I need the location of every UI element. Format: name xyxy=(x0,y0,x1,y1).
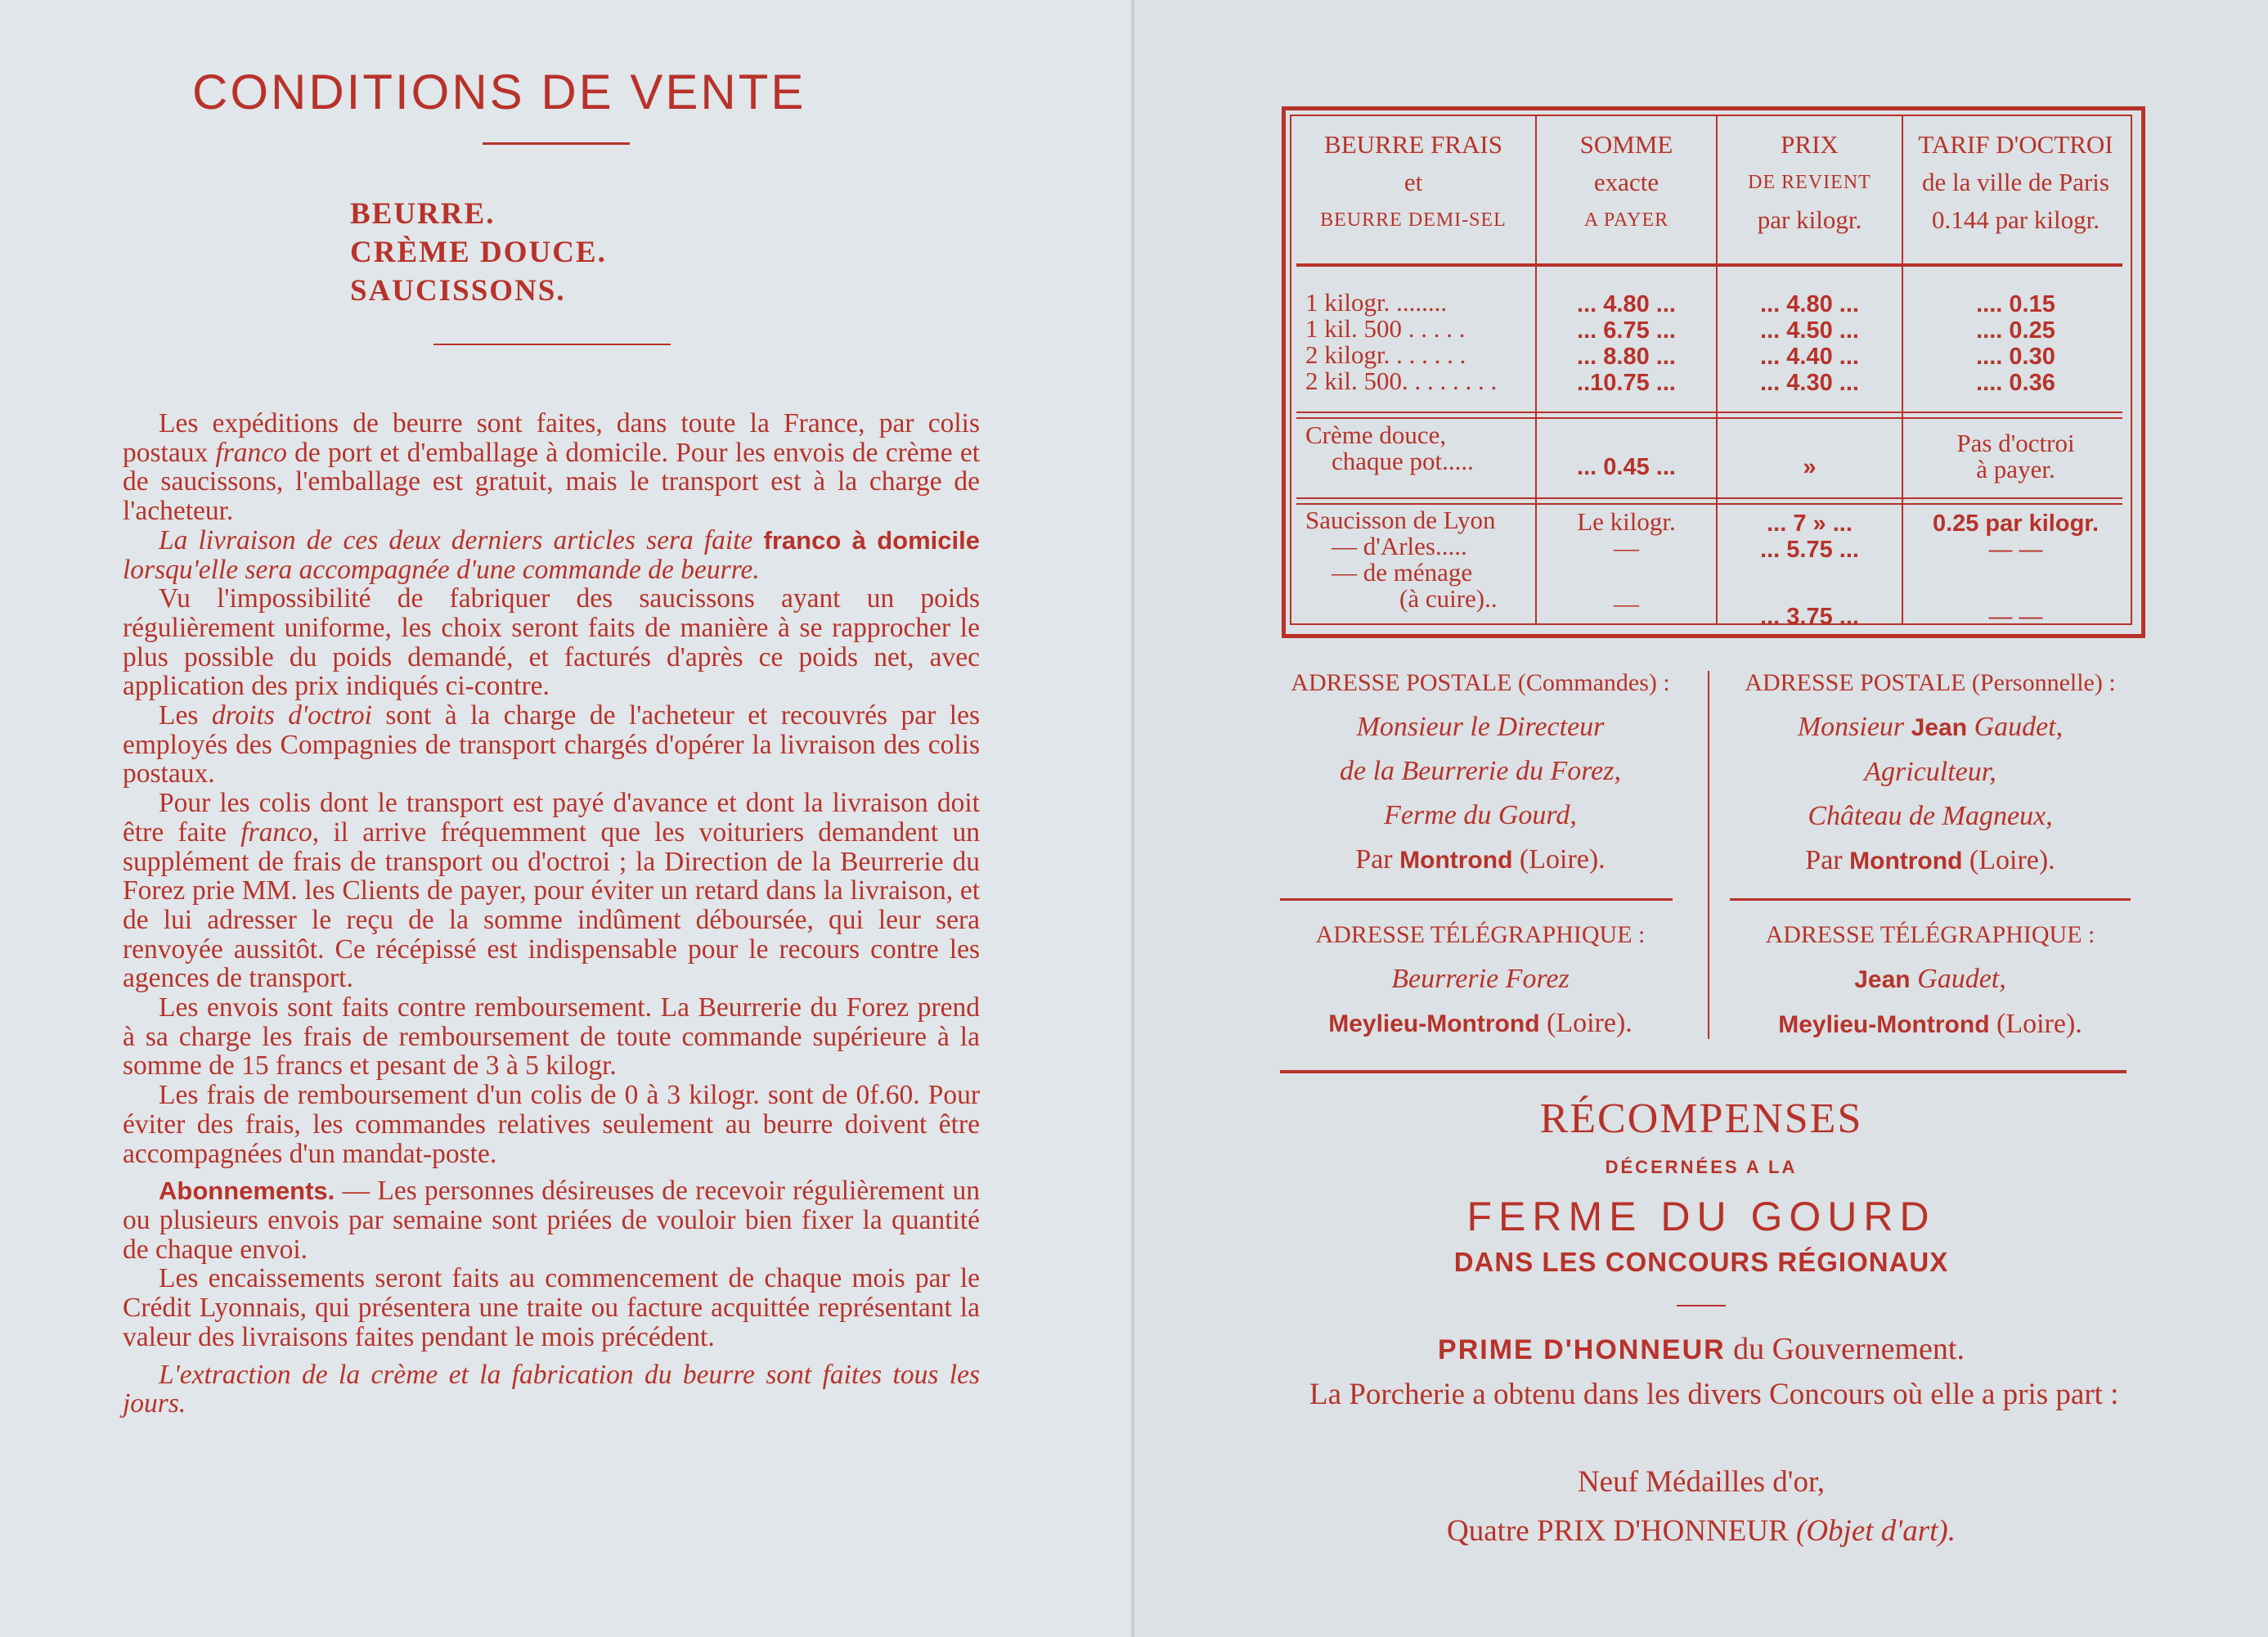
contests-label: DANS LES CONCOURS RÉGIONAUX xyxy=(1453,1247,1949,1277)
butter-prix: ... 4.80 ... ... 4.50 ... ... 4.40 ... ... 4.30 ... xyxy=(1760,291,1859,396)
header-beurre: BEURRE FRAIS et BEURRE DEMI-SEL xyxy=(1320,130,1507,231)
page-title: CONDITIONS DE VENTE xyxy=(192,65,806,119)
paragraph-delivery: La livraison de ces deux derniers articles sera faite franco à domicile lorsqu'elle sera accompagnée d'une commande de beurre. xyxy=(123,524,980,585)
category-creme: CRÈME DOUCE. xyxy=(350,236,607,269)
title-rule xyxy=(483,142,630,145)
page-fold xyxy=(1131,0,1134,1637)
awards-rule xyxy=(1677,1305,1726,1306)
postal-address-personal: ADRESSE POSTALE (Personnelle) : Monsieur Jean Gaudet, Agriculteur, Château de Magneux, Par Montrond (Loire). xyxy=(1745,669,2116,875)
postal-address-orders: ADRESSE POSTALE (Commandes) : Monsieur le Directeur de la Beurrerie du Forez, Ferme du Gourd, Par Montrond (Loire). xyxy=(1291,669,1670,875)
header-octroi: TARIF D'OCTROI de la ville de Paris 0.144 par kilogr. xyxy=(1918,130,2113,234)
category-saucissons: SAUCISSONS. xyxy=(350,274,566,308)
table-header-rule xyxy=(1296,263,2122,267)
prix-honneur-line: Quatre PRIX D'HONNEUR (Objet d'art). xyxy=(1447,1514,1956,1548)
table-row-rule xyxy=(1296,503,2122,505)
paragraph-franco: Pour les colis dont le transport est payé d'avance et dont la livraison doit être faite franco, il arrive fréquemment que les voituriers demandent un supplément de frais de transport ou d'octroi ; la Direction de la Beurrerie du Forez prie MM. les Clients de payer, pour éviter un retard dans la livraison, et de lui adresser le reçu de la somme indûment déboursée, qui leur sera renvoyée aussitôt. Ce récépissé est indispensable pour le recours contre les agences de transport. xyxy=(123,788,980,994)
paragraph-encaissements: Les encaissements seront faits au commencement de chaque mois par le Crédit Lyonnais, qui présentera une traite ou facture acquittée représentant la valeur des livraisons faites pendant le mois précédent. xyxy=(123,1263,980,1352)
table-row-rule xyxy=(1296,497,2122,499)
table-row-rule xyxy=(1296,417,2122,419)
paragraph-remboursement: Les envois sont faits contre remboursement. La Beurrerie du Forez prend à sa charge les frais de remboursement de toute commande supérieure à la somme de 15 francs et pesant de 3 à 5 kilogr. xyxy=(123,992,980,1082)
butter-quantities: 1 kilogr. ........ 1 kil. 500 . . . . . 2 kilogr. . . . . . . 2 kil. 500. . . . . . . . xyxy=(1305,288,1498,395)
paragraph-frais: Les frais de remboursement d'un colis de 0 à 3 kilogr. sont de 0f.60. Pour éviter des frais, les commandes relatives seulement au beurre doivent être accompagnées d'un mandat-poste. xyxy=(123,1080,980,1169)
conditions-text xyxy=(123,409,980,1419)
creme-prix: » xyxy=(1803,454,1817,480)
awards-subtitle: DÉCERNÉES A LA xyxy=(1605,1157,1798,1177)
address-rule xyxy=(1280,898,1673,901)
table-row-rule xyxy=(1296,411,2122,413)
awards-top-rule xyxy=(1280,1070,2127,1073)
telegraph-address-right: ADRESSE TÉLÉGRAPHIQUE : Jean Gaudet, Meylieu-Montrond (Loire). xyxy=(1765,921,2095,1039)
saucisson-octroi: 0.25 par kilogr. — — — — xyxy=(1932,510,2100,630)
header-prix: PRIX DE REVIENT par kilogr. xyxy=(1748,130,1871,234)
medals-line: Neuf Médailles d'or, xyxy=(1577,1465,1826,1499)
awards-title: RÉCOMPENSES xyxy=(1539,1095,1863,1142)
butter-octroi: .... 0.15 .... 0.25 .... 0.30 .... 0.36 xyxy=(1976,291,2055,396)
creme-label: Crème douce, chaque pot..... xyxy=(1305,420,1474,475)
saucisson-prix: ... 7 » ... ... 5.75 ... ... 3.75 ... xyxy=(1760,510,1859,630)
paragraph-weight: Vu l'impossibilité de fabriquer des saucissons ayant un poids régulièrement uniforme, les choix seront faits de manière à se rapprocher le plus possible du poids demandé, et facturés d'après ce poids net, avec application des prix indiqués ci-contre. xyxy=(123,583,980,702)
paragraph-octroi: Les droits d'octroi sont à la charge de l'acheteur et recouvrés par les employés des Compagnies de transport chargés d'opérer la livraison des colis postaux. xyxy=(123,700,980,789)
address-rule xyxy=(1730,898,2131,901)
header-somme: SOMME exacte A PAYER xyxy=(1579,130,1673,231)
farm-name: FERME DU GOURD xyxy=(1466,1194,1936,1239)
porcherie-text: La Porcherie a obtenu dans les divers Concours où elle a pris part : xyxy=(1309,1378,2119,1411)
butter-somme: ... 4.80 ... ... 6.75 ... ... 8.80 ... ..10.75 ... xyxy=(1577,291,1676,396)
categories-rule xyxy=(433,344,671,345)
product-categories xyxy=(350,195,607,310)
paragraph-extraction: L'extraction de la crème et la fabrication du beurre sont faites tous les jours. xyxy=(123,1359,980,1419)
address-divider xyxy=(1708,671,1709,1039)
prime-honneur: PRIME D'HONNEUR du Gouvernement. xyxy=(1438,1332,1965,1366)
creme-octroi: Pas d'octroi à payer. xyxy=(1956,429,2075,483)
telegraph-address-left: ADRESSE TÉLÉGRAPHIQUE : Beurrerie Forez Meylieu-Montrond (Loire). xyxy=(1315,921,1646,1038)
saucisson-labels: Saucisson de Lyon — d'Arles..... — de ménage (à cuire).. xyxy=(1305,506,1498,613)
category-beurre: BEURRE. xyxy=(350,197,496,231)
creme-somme: ... 0.45 ... xyxy=(1577,454,1676,480)
paragraph-abonnements: Abonnements. — Les personnes désireuses de recevoir régulièrement un ou plusieurs envois par semaine sont priées de vouloir bien fixer la quantité de chaque envoi. xyxy=(123,1176,980,1265)
saucisson-somme: Le kilogr. — — xyxy=(1577,507,1676,618)
paragraph-shipping: Les expéditions de beurre sont faites, dans toute la France, par colis postaux franco de port et d'emballage à domicile. Pour les envois de crème et de saucissons, l'emballage est gratuit, mais le transport est à la charge de l'acheteur. xyxy=(123,408,980,527)
